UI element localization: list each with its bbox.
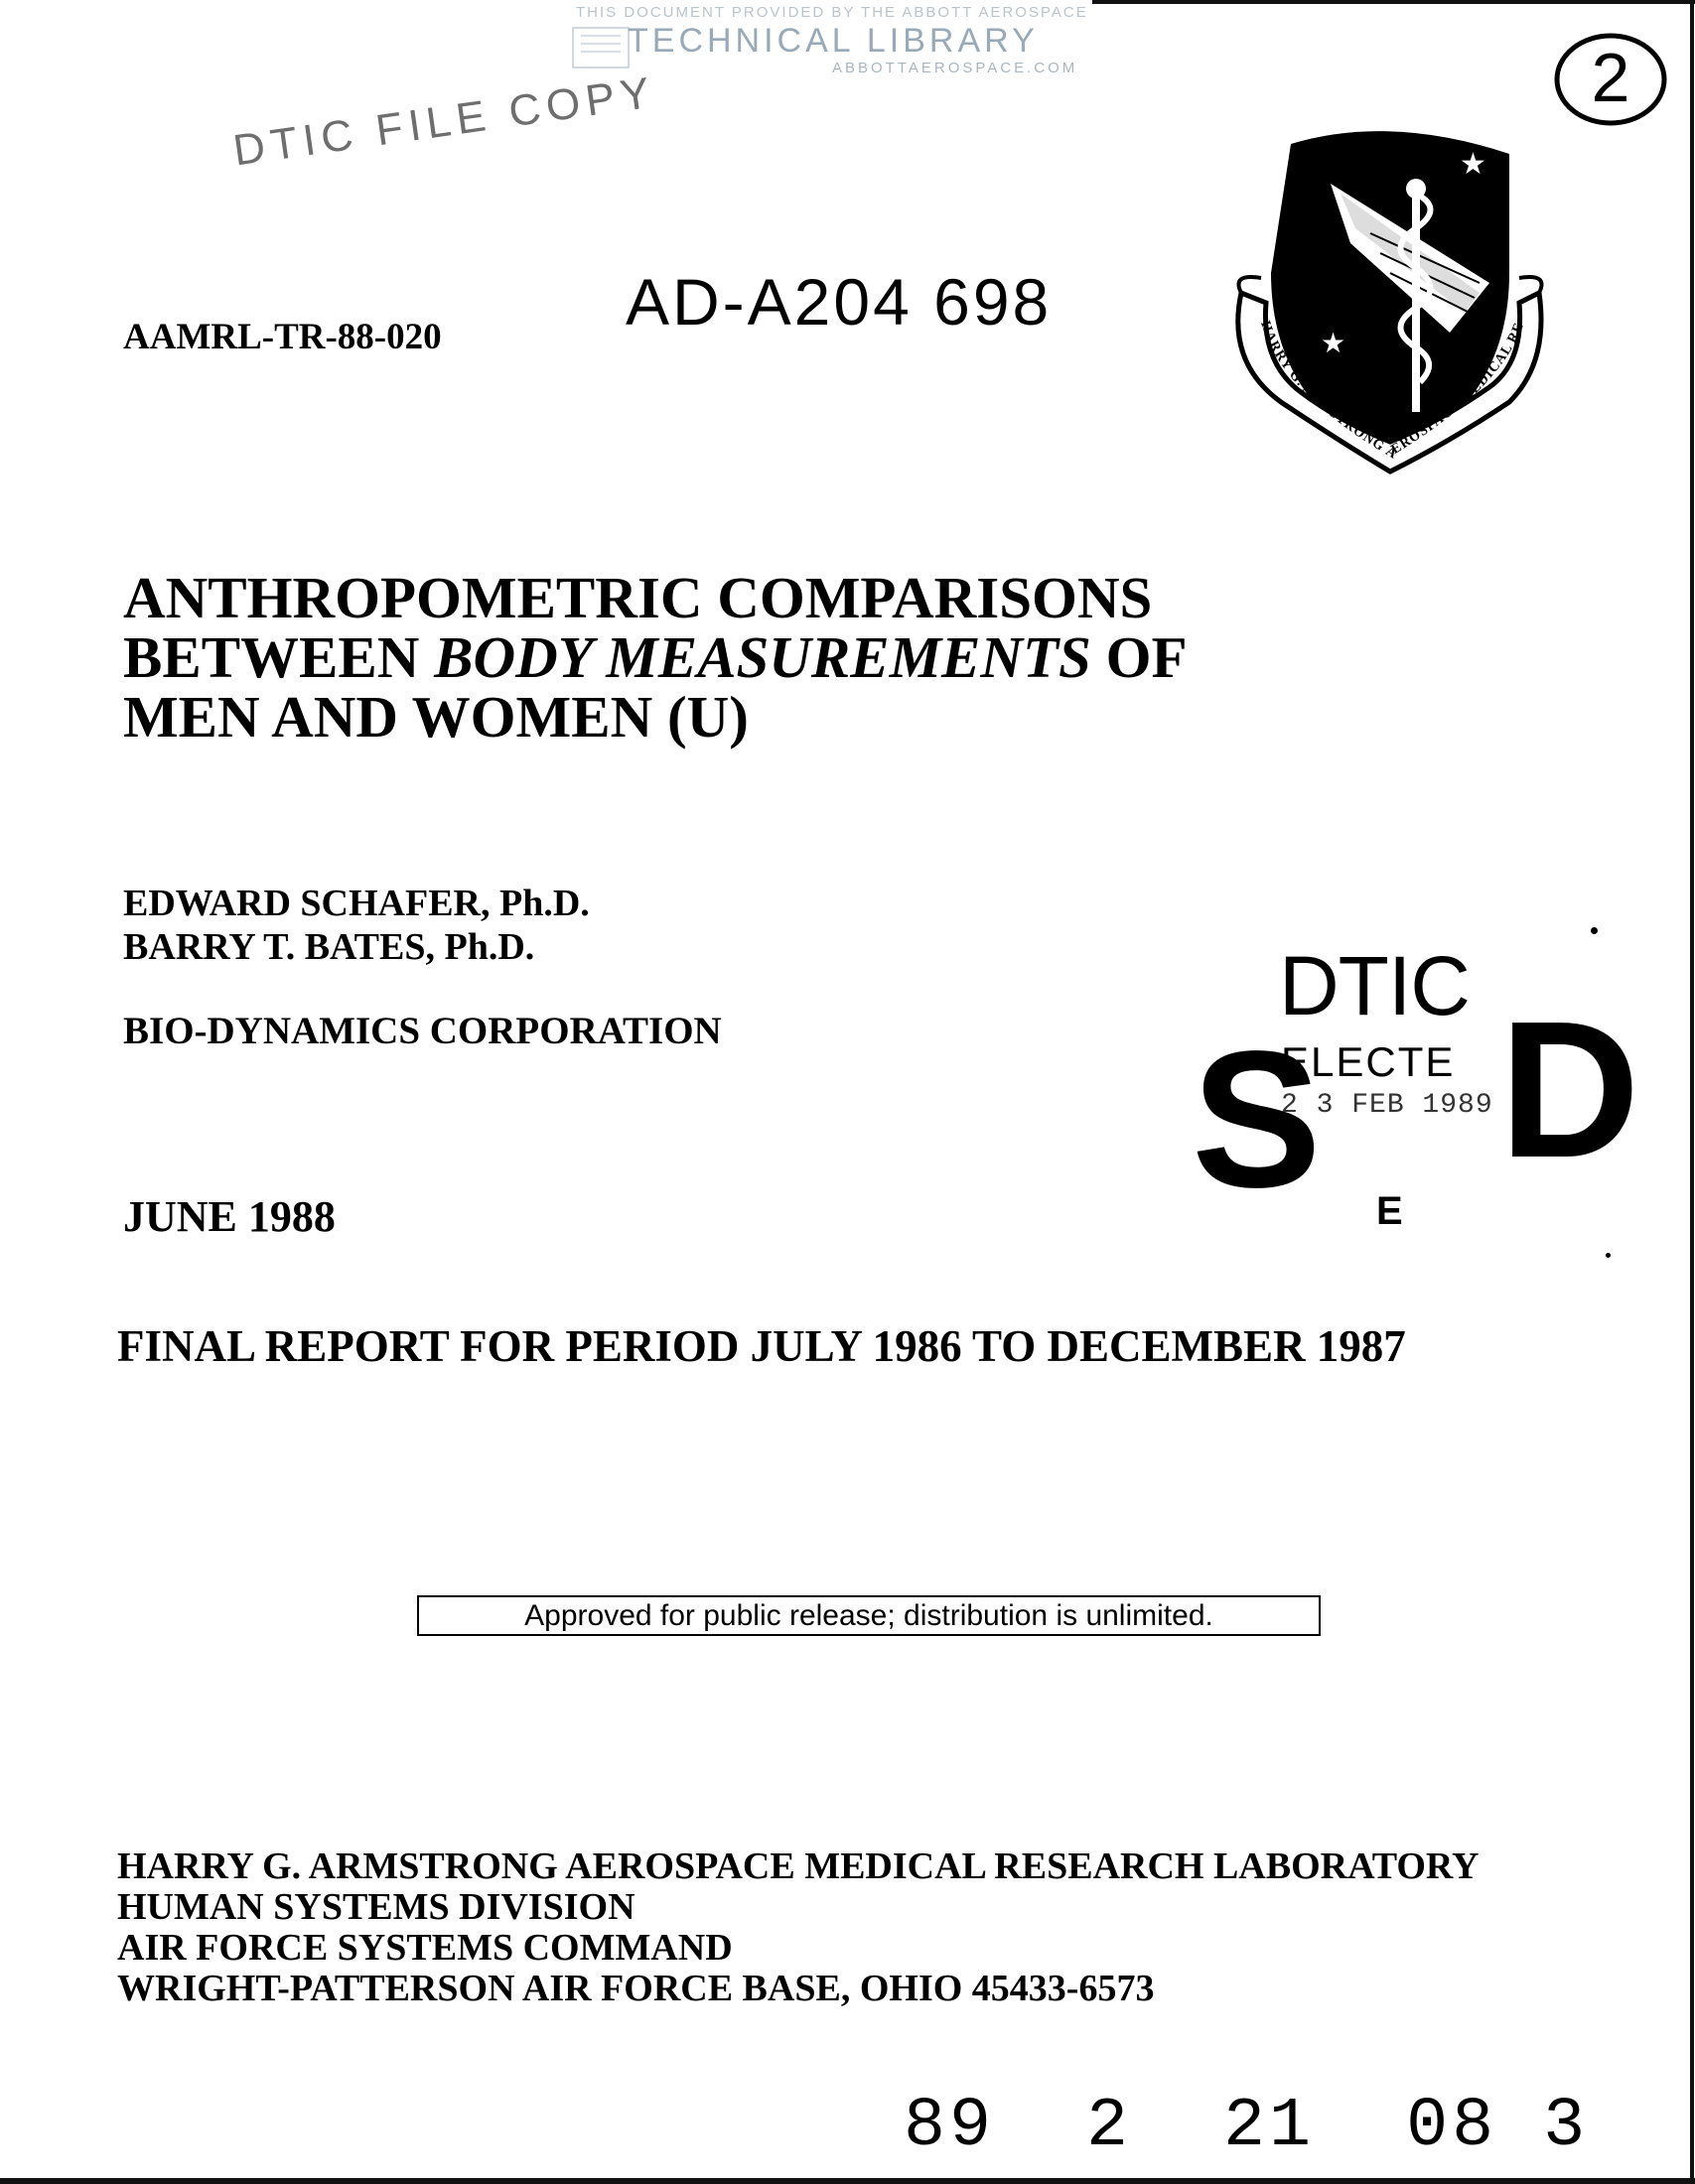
organization-name: BIO-DYNAMICS CORPORATION: [123, 1010, 722, 1052]
watermark-provider: THIS DOCUMENT PROVIDED BY THE ABBOTT AEROSPACE: [576, 4, 1088, 21]
emblem-ribbon-text: HARRY G. ARMSTRONG AEROSPACE MEDICAL RE: [1257, 319, 1528, 463]
address-line: HUMAN SYSTEMS DIVISION: [117, 1886, 636, 1928]
distribution-statement-text: Approved for public release; distribution is unlimited.: [524, 1598, 1213, 1632]
file-copy-stamp: DTIC FILE COPY: [230, 68, 659, 176]
dtic-stamp-e: E: [1376, 1189, 1403, 1233]
title-line-2: [123, 624, 1188, 690]
address-line: HARRY G. ARMSTRONG AEROSPACE MEDICAL RESEARCH LABORATORY: [117, 1845, 1480, 1887]
address-line: AIR FORCE SYSTEMS COMMAND: [117, 1927, 733, 1969]
distribution-statement: [417, 1595, 1321, 1636]
author-name: EDWARD SCHAFER, Ph.D.: [123, 883, 590, 924]
circled-number: [1551, 30, 1670, 134]
author-name: BARRY T. BATES, Ph.D.: [123, 926, 535, 968]
dtic-stamp-word: DTIC: [1279, 939, 1470, 1032]
svg-text:★: ★: [1509, 170, 1535, 201]
scan-speck: [1606, 1253, 1611, 1258]
page-border-right: [1690, 0, 1694, 2184]
report-period: FINAL REPORT FOR PERIOD JULY 1986 TO DECEMBER 1987: [117, 1321, 1406, 1371]
svg-text:★: ★: [1321, 329, 1346, 359]
laboratory-emblem: [1221, 114, 1559, 506]
library-logo-icon: [571, 22, 631, 76]
scan-speck: [1591, 927, 1598, 934]
page-border-top: [1092, 0, 1695, 4]
report-number: AAMRL-TR-88-020: [123, 317, 442, 357]
dtic-stamp-s: S: [1192, 1011, 1322, 1228]
svg-text:★: ★: [1460, 148, 1486, 181]
dtic-stamp-date: 2 3 FEB 1989: [1281, 1090, 1493, 1121]
title-line-1: ANTHROPOMETRIC COMPARISONS: [123, 565, 1153, 630]
page-border-bottom: [0, 2178, 1695, 2184]
report-date: JUNE 1988: [123, 1192, 336, 1241]
title-line-2-italic: BODY MEASUREMENTS: [434, 624, 1091, 690]
circled-number-text: 2: [1591, 39, 1630, 116]
document-control-number: 89 2 21 08 3: [904, 2088, 1590, 2166]
watermark-title[interactable]: TECHNICAL LIBRARY: [628, 22, 1039, 60]
address-line: WRIGHT-PATTERSON AIR FORCE BASE, OHIO 45433-6573: [117, 1968, 1155, 2009]
title-line-2-post: OF: [1090, 624, 1188, 690]
title-line-3: MEN AND WOMEN (U): [123, 684, 749, 750]
dtic-stamp-d: D: [1499, 981, 1640, 1198]
watermark-url[interactable]: ABBOTTAEROSPACE.COM: [832, 60, 1078, 76]
report-title: [123, 565, 1188, 750]
title-line-2-pre: BETWEEN: [123, 624, 435, 690]
dtic-stamp-elected: ELECTE: [1281, 1038, 1456, 1085]
accession-number: AD-A204 698: [626, 265, 1053, 339]
